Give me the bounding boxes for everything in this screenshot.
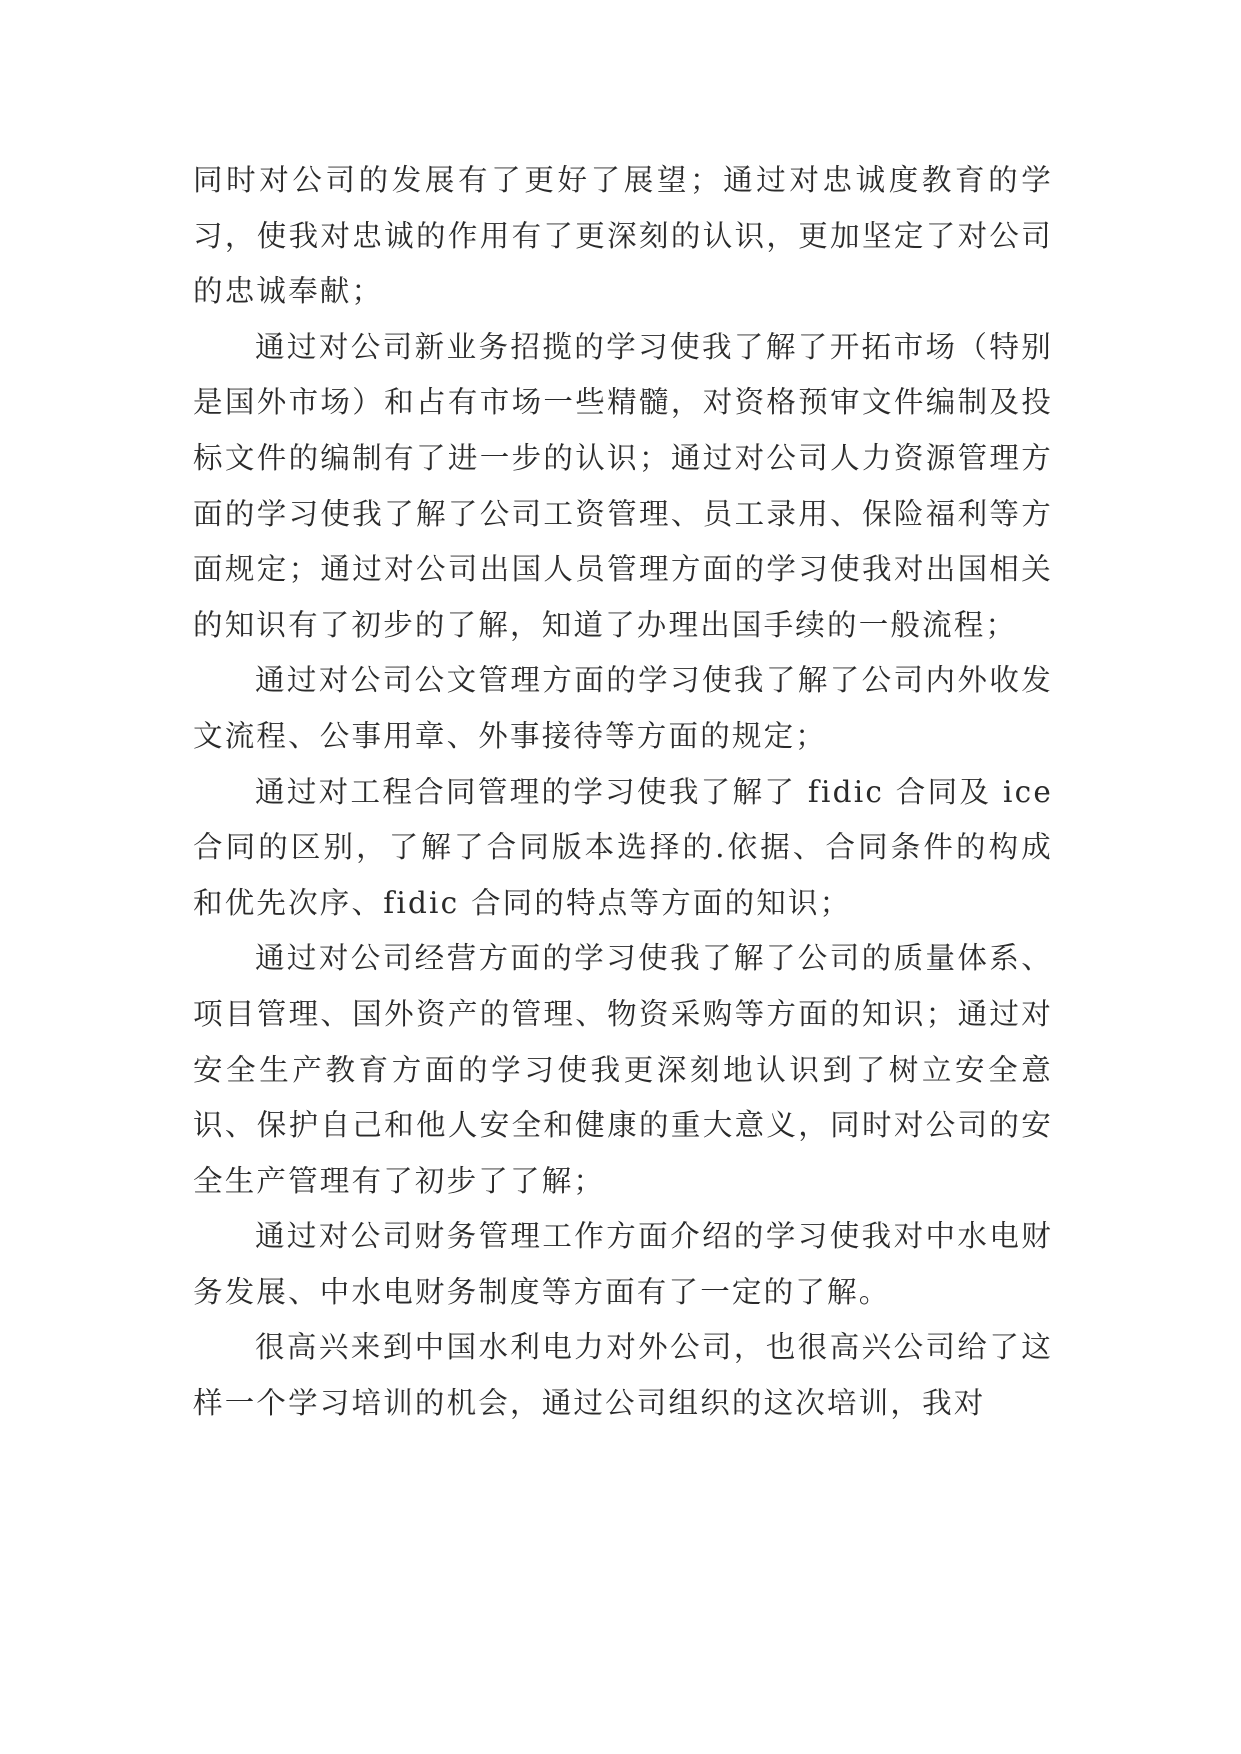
paragraph-3: 通过对公司公文管理方面的学习使我了解了公司内外收发文流程、公事用章、外事接待等方面的规定； <box>193 663 1053 753</box>
paragraph-7: 很高兴来到中国水利电力对外公司，也很高兴公司给了这样一个学习培训的机会，通过公司组织的这次培训，我对 <box>193 1330 1053 1421</box>
paragraph-4: 通过对工程合同管理的学习使我了解了 fidic 合同及 ice 合同的区别，了解了合同版本选择的.依据、合同条件的构成和优先次序、fidic 合同的特点等方面的知识； <box>193 774 1053 920</box>
paragraph-5: 通过对公司经营方面的学习使我了解了公司的质量体系、项目管理、国外资产的管理、物资采购等方面的知识；通过对安全生产教育方面的学习使我更深刻地认识到了树立安全意识、保护自己和他人安全和健康的重大意义，同时对公司的安全生产管理有了初步了了解； <box>193 941 1053 1198</box>
paragraph-2: 通过对公司新业务招揽的学习使我了解了开拓市场（特别是国外市场）和占有市场一些精髓，对资格预审文件编制及投标文件的编制有了进一步的认识；通过对公司人力资源管理方面的学习使我了解了公司工资管理、员工录用、保险福利等方面规定；通过对公司出国人员管理方面的学习使我对出国相关的知识有了初步的了解，知道了办理出国手续的一般流程； <box>193 329 1053 642</box>
document-body <box>193 153 1053 1432</box>
paragraph-1: 同时对公司的发展有了更好了展望；通过对忠诚度教育的学习，使我对忠诚的作用有了更深刻的认识，更加坚定了对公司的忠诚奉献； <box>193 163 1053 309</box>
paragraph-6: 通过对公司财务管理工作方面介绍的学习使我对中水电财务发展、中水电财务制度等方面有了一定的了解。 <box>193 1219 1053 1309</box>
